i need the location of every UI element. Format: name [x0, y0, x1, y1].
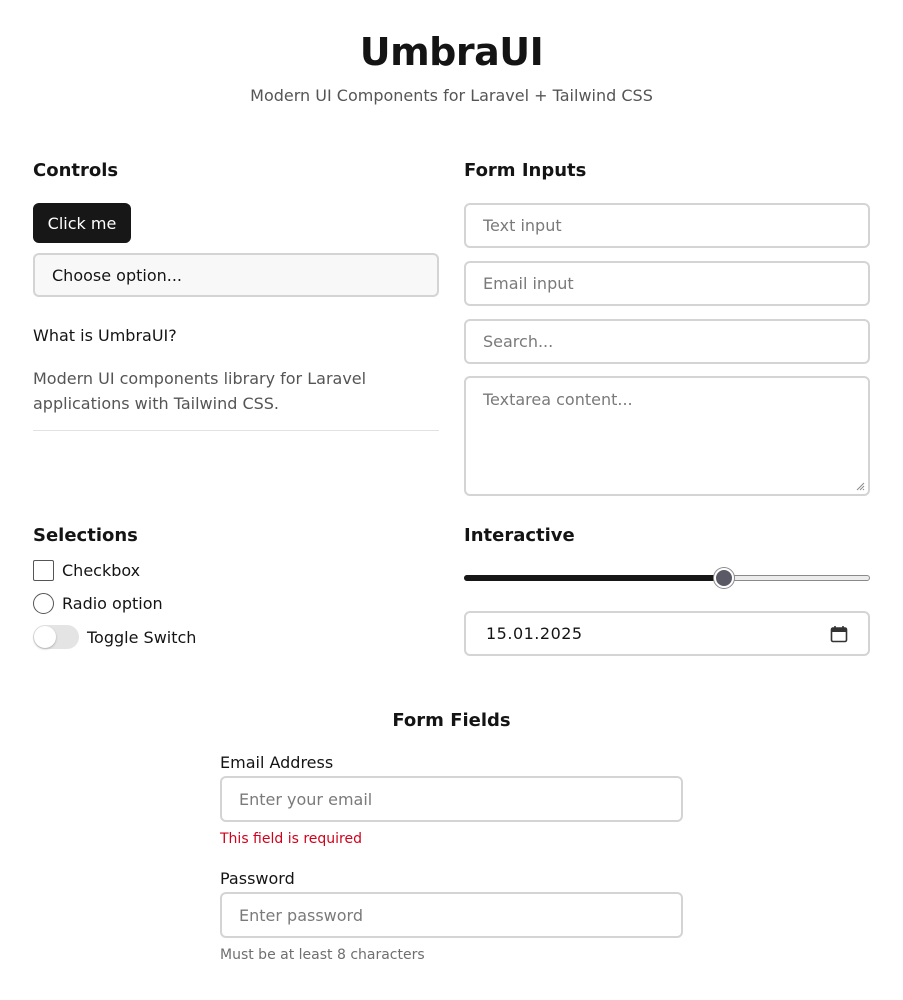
textarea-placeholder: Textarea content... — [483, 390, 633, 409]
password-label: Password — [220, 869, 295, 888]
controls-heading: Controls — [33, 160, 119, 181]
date-input[interactable] — [464, 611, 870, 656]
page-title: UmbraUI — [359, 30, 544, 74]
email-input[interactable] — [464, 261, 870, 306]
calendar-icon[interactable] — [830, 625, 848, 643]
checkbox[interactable] — [33, 560, 54, 581]
accordion-question[interactable]: What is UmbraUI? — [33, 326, 177, 345]
date-value: 15.01.2025 — [486, 624, 583, 643]
email-input-placeholder: Email input — [483, 274, 574, 293]
resize-grip-icon[interactable] — [855, 481, 865, 491]
form-fields-heading: Form Fields — [392, 710, 511, 731]
range-slider[interactable] — [464, 566, 870, 590]
selections-heading: Selections — [33, 525, 138, 546]
slider-fill — [464, 575, 724, 581]
toggle-row[interactable] — [33, 625, 196, 649]
click-me-button[interactable]: Click me — [33, 203, 131, 243]
checkbox-label: Checkbox — [62, 561, 141, 580]
page-subtitle: Modern UI Components for Laravel + Tailwind CSS — [250, 86, 653, 105]
email-address-field[interactable] — [220, 776, 683, 822]
form-inputs-heading: Form Inputs — [464, 160, 587, 181]
toggle-label: Toggle Switch — [87, 627, 197, 647]
accordion-answer: Modern UI components library for Laravel applications with Tailwind CSS. — [33, 369, 367, 413]
text-input-placeholder: Text input — [483, 216, 562, 235]
search-input-placeholder: Search... — [483, 332, 554, 351]
password-hint: Must be at least 8 characters — [220, 947, 425, 963]
radio-label: Radio option — [62, 594, 163, 613]
toggle-knob — [34, 626, 56, 648]
textarea-input[interactable] — [464, 376, 870, 496]
toggle-switch[interactable] — [33, 625, 79, 649]
radio-button[interactable] — [33, 593, 54, 614]
accordion-divider — [33, 430, 439, 431]
email-address-placeholder: Enter your email — [239, 789, 373, 809]
option-select-value: Choose option... — [52, 265, 183, 285]
radio-row[interactable] — [33, 593, 163, 614]
option-select[interactable] — [33, 253, 439, 297]
email-error-message: This field is required — [220, 831, 363, 847]
email-address-label: Email Address — [220, 753, 334, 772]
password-field[interactable] — [220, 892, 683, 938]
interactive-heading: Interactive — [464, 525, 575, 546]
checkbox-row[interactable] — [33, 560, 140, 581]
text-input[interactable] — [464, 203, 870, 248]
slider-thumb[interactable] — [714, 568, 734, 588]
password-placeholder: Enter password — [239, 905, 363, 925]
search-input[interactable] — [464, 319, 870, 364]
